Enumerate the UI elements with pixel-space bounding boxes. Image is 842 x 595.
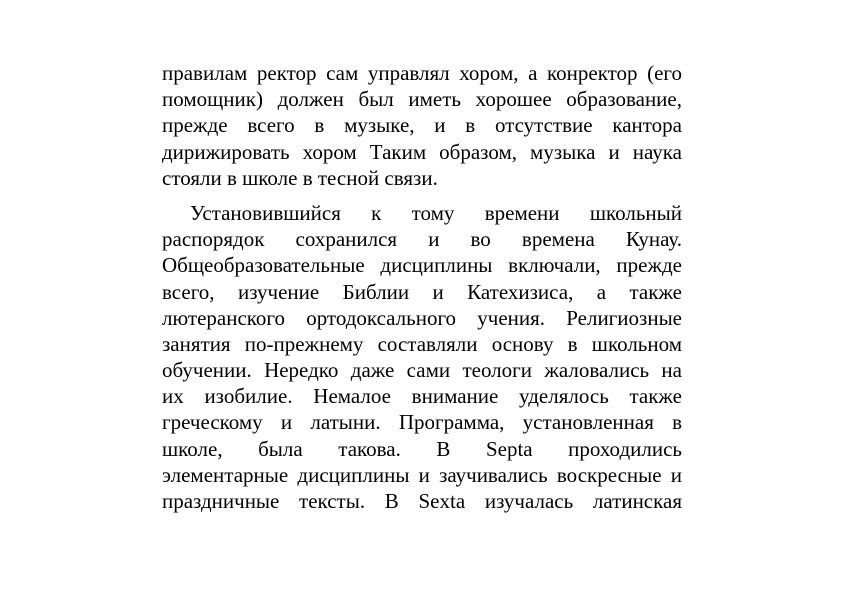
paragraph-1 <box>162 60 682 191</box>
text-line: занятия по-прежнему составляли основу в школьном <box>162 331 682 356</box>
text-line: дирижировать хором Таким образом, музыка и наука <box>162 139 682 164</box>
document-text <box>162 60 682 514</box>
paragraph-2 <box>162 200 682 514</box>
text-line: Установившийся к тому времени школьный <box>190 200 682 225</box>
text-line: обучении. Нередко даже сами теологи жаловались на <box>162 358 682 383</box>
text-line: правилам ректор сам управлял хором, а конректор (его <box>162 61 682 85</box>
paragraph-spacer <box>162 191 682 200</box>
text-line: школе, была такова. В Septa проходились <box>162 436 682 461</box>
text-line: праздничные тексты. В Sexta изучалась латинская <box>162 489 682 513</box>
text-line: лютеранского ортодоксального учения. Религиозные <box>162 305 682 330</box>
text-line: всего, изучение Библии и Катехизиса, а также <box>162 279 682 304</box>
text-line: их изобилие. Немалое внимание уделялось также <box>162 384 682 409</box>
text-line: распорядок сохранился и во времена Кунау. <box>162 227 682 252</box>
text-line: элементарные дисциплины и заучивались воскресные и <box>162 462 682 487</box>
text-line: Общеобразовательные дисциплины включали, прежде <box>162 253 682 278</box>
text-line: помощник) должен был иметь хорошее образование, <box>162 87 682 112</box>
text-line: греческому и латыни. Программа, установленная в <box>162 410 682 435</box>
text-line: прежде всего в музыке, и в отсутствие кантора <box>162 113 682 138</box>
text-line: стояли в школе в тесной связи. <box>162 165 438 190</box>
